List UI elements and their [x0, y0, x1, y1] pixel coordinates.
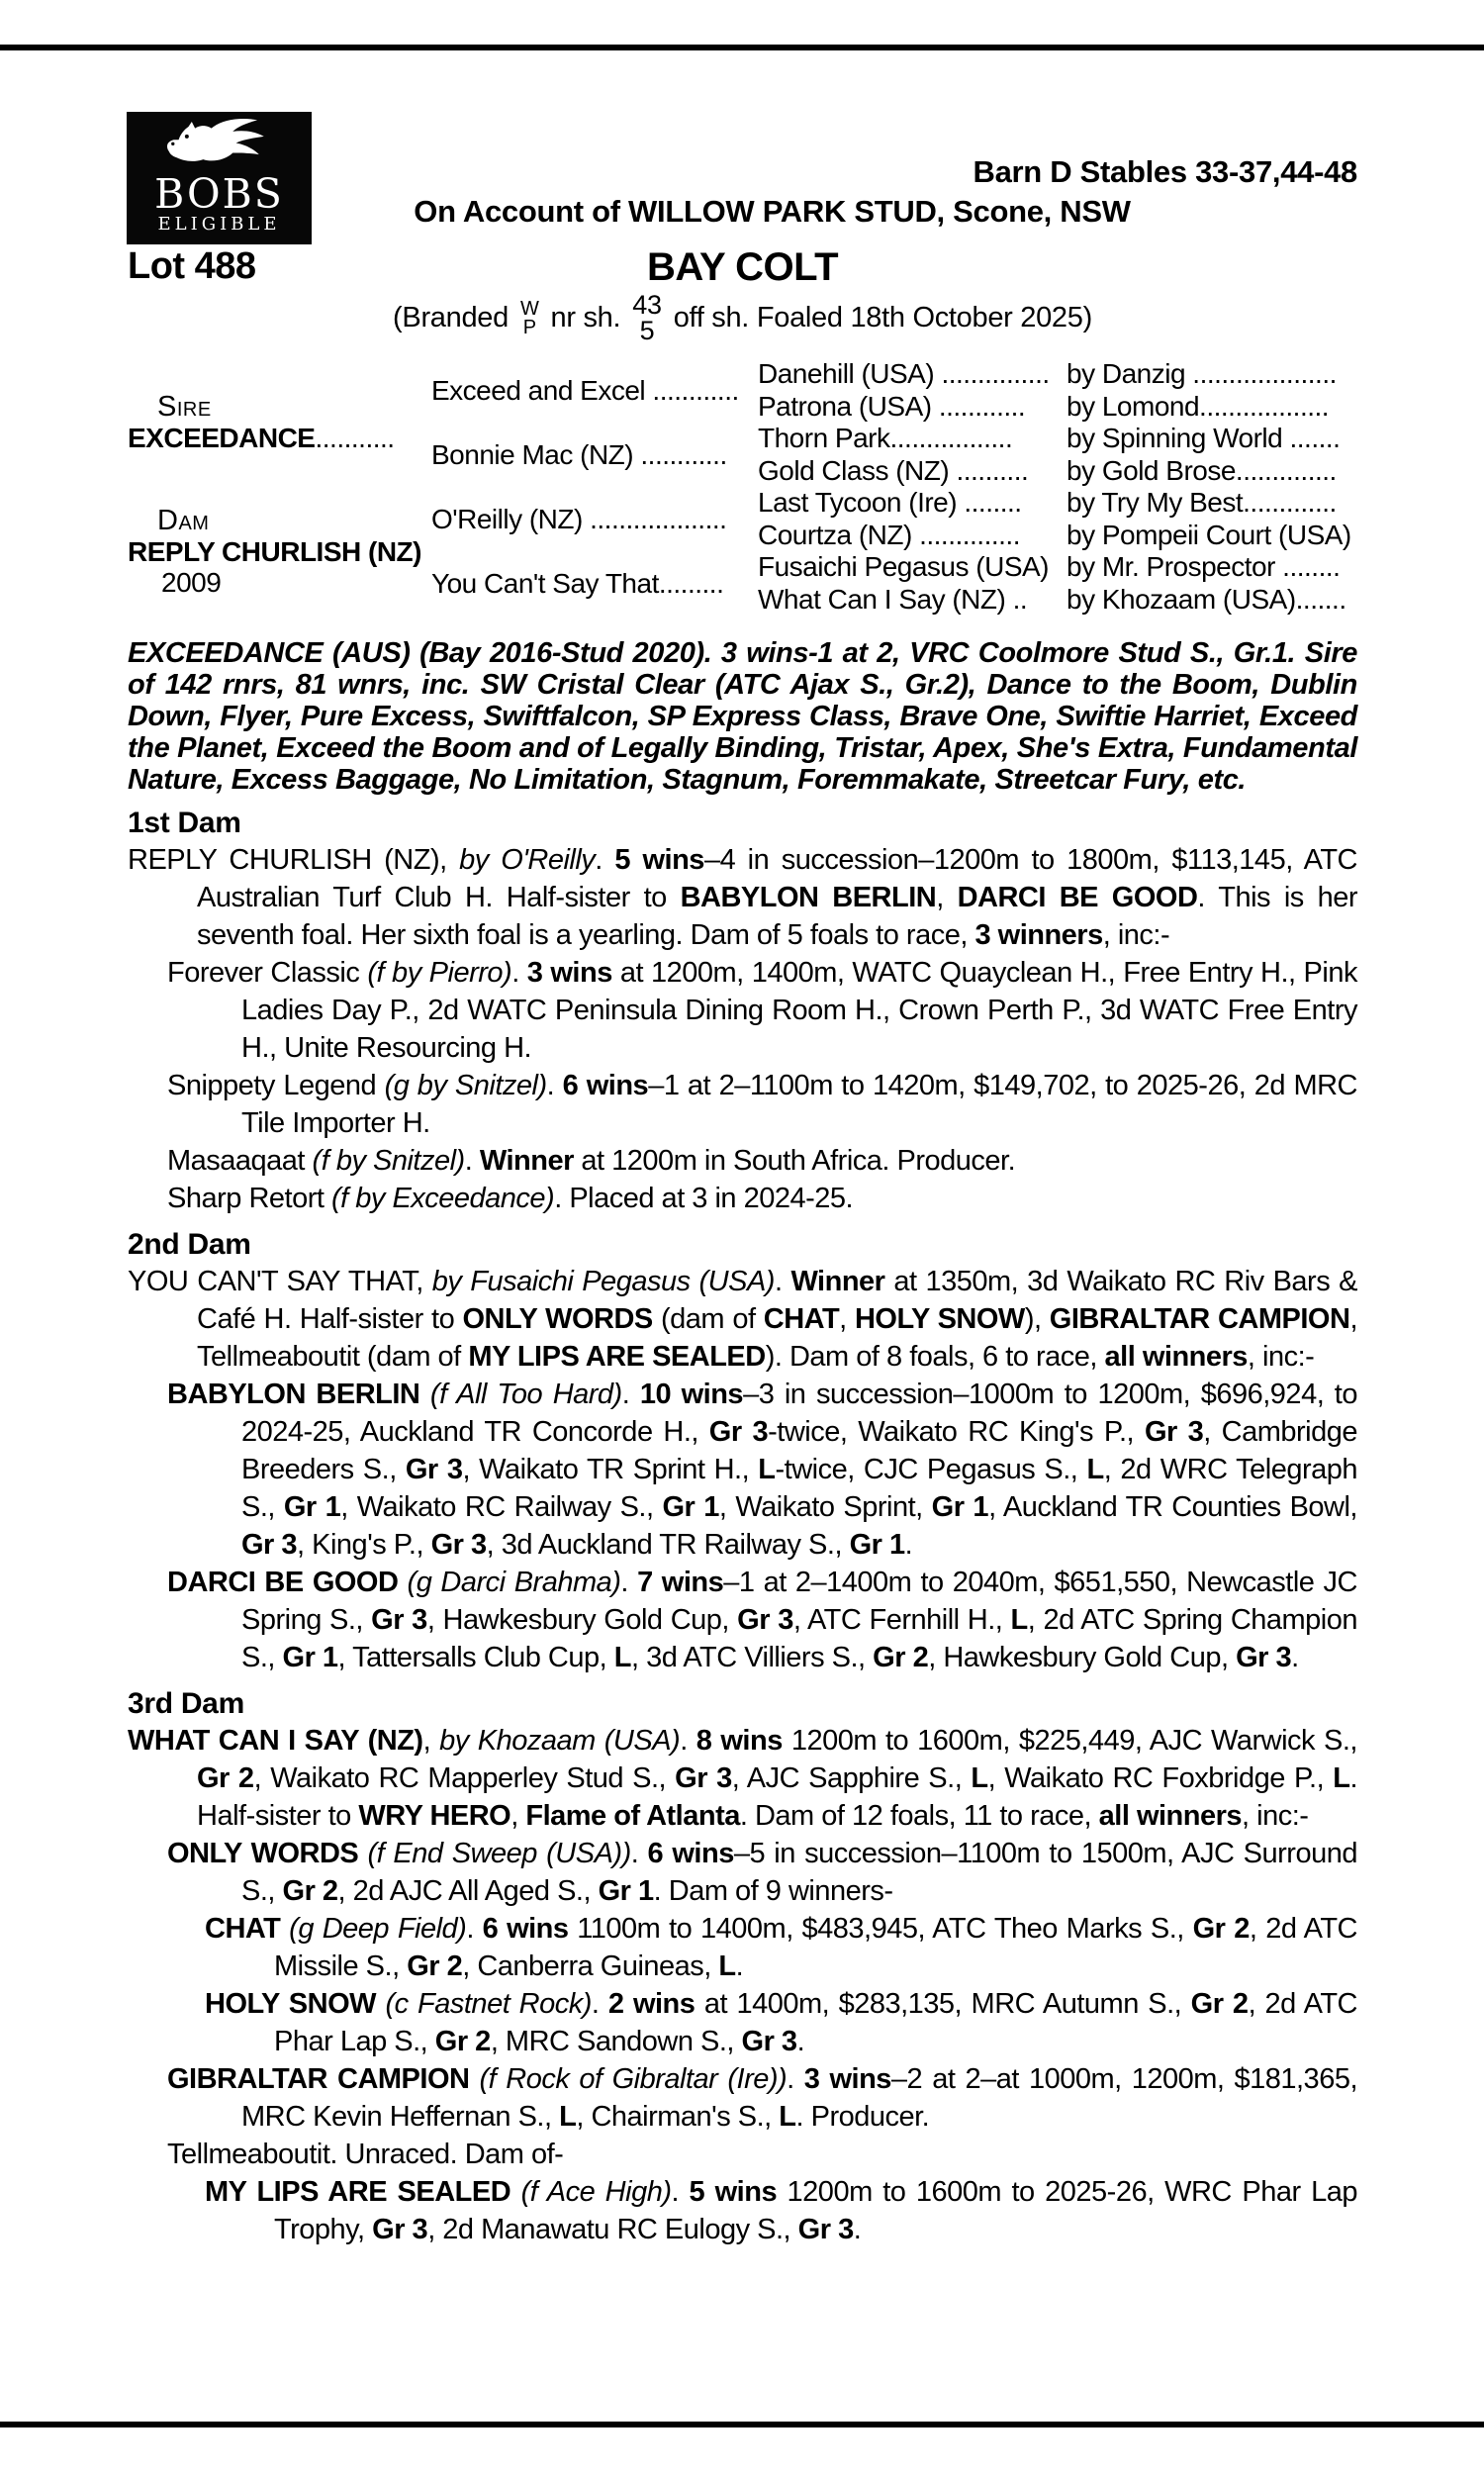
text-run: . Half-sister to	[197, 1762, 1358, 1832]
pedigree-gen3-by-4: by Try My Best.............	[1067, 487, 1337, 519]
text-run: , 3d ATC Villiers S.,	[630, 1642, 874, 1673]
vendor-line: On Account of WILLOW PARK STUD, Scone, NSW	[414, 194, 1131, 229]
text-run: L	[971, 1762, 988, 1794]
pedigree-gen3-by-3: by Gold Brose..............	[1067, 454, 1337, 486]
text-run: .	[1291, 1642, 1299, 1673]
text-run	[280, 1913, 289, 1945]
text-run: at 1350m, 3d Waikato RC Riv Bars & Café H. Half-sister to	[197, 1266, 1357, 1335]
text-run: all winners	[1098, 1800, 1243, 1832]
dam-sections	[128, 806, 1357, 2248]
text-run	[510, 2176, 520, 2208]
text-run: 3 wins	[803, 2063, 891, 2095]
catalogue-paragraph	[128, 1835, 1357, 1910]
text-run: , 2d AJC All Aged S.,	[337, 1875, 599, 1907]
section-1st-dam	[128, 806, 1357, 1217]
text-run	[398, 1567, 407, 1598]
sire-name-dots: ...........	[315, 423, 395, 453]
text-run: , Tattersalls Club Cup,	[337, 1642, 614, 1673]
text-run: L	[779, 2101, 796, 2133]
pedigree-gen3-name-3: Gold Class (NZ) ..........	[758, 454, 1029, 486]
text-run: , Hawkesbury Gold Cup,	[426, 1604, 738, 1636]
text-run: , Waikato TR Sprint H.,	[462, 1454, 759, 1485]
text-run: , Chairman's S.,	[576, 2101, 780, 2133]
branded-prefix: (Branded	[393, 302, 509, 334]
text-run: MY LIPS ARE SEALED	[468, 1341, 766, 1373]
text-run: Gr 3	[430, 1529, 487, 1561]
text-run: ONLY WORDS	[167, 1838, 359, 1869]
text-run: Snippety Legend	[167, 1070, 385, 1101]
brand-mark-top: W	[519, 297, 539, 320]
text-run: , Waikato RC Railway S.,	[340, 1491, 663, 1523]
text-run: REPLY CHURLISH (NZ),	[128, 844, 460, 876]
text-run: , inc:-	[1102, 919, 1170, 951]
text-run: at 1200m, 1400m, WATC Quayclean H., Free Entry H., Pink Ladies Day P., 2d WATC Peninsula Dining Room H., Crown Perth P., 3d WATC Free Entry H., Unite Resourcing H.	[241, 957, 1357, 1064]
text-run	[469, 2063, 479, 2095]
text-run: at 1200m in South Africa. Producer.	[573, 1145, 1016, 1177]
text-run: , AJC Sapphire S.,	[731, 1762, 972, 1794]
text-run: 1200m to 1600m to 2025-26, WRC Phar Lap Trophy,	[274, 2176, 1357, 2245]
text-run: . Dam of 12 foals, 11 to race,	[739, 1800, 1099, 1832]
catalogue-paragraph	[128, 954, 1357, 1067]
text-run: 8 wins	[696, 1725, 783, 1757]
text-run: ,	[839, 1303, 855, 1335]
text-run: DARCI BE GOOD	[957, 882, 1198, 913]
text-run: Gr 3	[737, 1604, 793, 1636]
brand-mark	[519, 297, 539, 338]
text-run: .	[466, 1913, 483, 1945]
text-run: Gr 1	[849, 1529, 905, 1561]
section-3rd-dam	[128, 1686, 1357, 2248]
text-run: -twice, CJC Pegasus S.,	[775, 1454, 1087, 1485]
sire-blurb: EXCEEDANCE (AUS) (Bay 2016-Stud 2020). 3 wins-1 at 2, VRC Coolmore Stud S., Gr.1. Sire of 142 rnrs, 81 wnrs, inc. SW Cristal Clear (ATC Ajax S., Gr.2), Dance to the Boom, Dublin Down, Flyer, Pure Excess, Swiftfalcon, SP Express Class, Brave One, Swiftie Harriet, Exceed the Planet, Exceed the Boom and of Legally Binding, Tristar, Apex, She's Extra, Fundamental Nature, Excess Baggage, No Limitation, Stagnum, Foremmakate, Streetcar Fury, etc.	[128, 637, 1357, 796]
text-run: , King's P.,	[297, 1529, 431, 1561]
pedigree-gen3-by-1: by Lomond..................	[1067, 390, 1330, 422]
pedigree-gen2-2: O'Reilly (NZ) ...................	[431, 503, 727, 534]
catalogue-paragraph	[128, 1180, 1357, 1217]
pedigree-gen2-3: You Can't Say That.........	[431, 567, 724, 599]
text-run: Forever Classic	[167, 957, 368, 989]
catalogue-paragraph	[128, 2173, 1357, 2248]
text-run: 1200m to 1600m, $225,449, AJC Warwick S.,	[782, 1725, 1357, 1757]
catalogue-paragraph	[128, 1985, 1357, 2060]
catalogue-paragraph	[128, 1722, 1357, 1835]
text-run: Masaaqaat	[167, 1145, 313, 1177]
text-run: –2 at 2–at 1000m, 1200m, $181,365, MRC Kevin Heffernan S.,	[241, 2063, 1358, 2133]
text-run: Gr 3	[372, 2214, 428, 2245]
text-run: -twice, Waikato RC King's P.,	[768, 1416, 1145, 1448]
bobs-logo-subtitle: ELIGIBLE	[157, 214, 281, 235]
text-run: (g Deep Field)	[289, 1913, 467, 1945]
text-run: MY LIPS ARE SEALED	[205, 2176, 511, 2208]
text-run: Gr 1	[282, 1642, 338, 1673]
pedigree-gen2-1: Bonnie Mac (NZ) ............	[431, 438, 727, 470]
text-run: .	[464, 1145, 480, 1177]
text-run: L	[718, 1951, 736, 1982]
text-run: .	[546, 1070, 563, 1101]
text-run: , Cambridge Breeders S.,	[241, 1416, 1358, 1485]
text-run: BABYLON BERLIN	[680, 882, 937, 913]
brand-mark-bottom: P	[522, 316, 536, 338]
text-run: Gr 1	[283, 1491, 341, 1523]
text-run: Gr 2	[197, 1762, 254, 1794]
text-run: 6 wins	[482, 1913, 569, 1945]
text-run: .	[595, 844, 615, 876]
bobs-logo-title: BOBS	[154, 170, 284, 218]
text-run: .	[853, 2214, 862, 2245]
text-run: GIBRALTAR CAMPION	[1049, 1303, 1350, 1335]
text-run: CHAT	[763, 1303, 840, 1335]
text-run: (f Rock of Gibraltar (Ire))	[479, 2063, 788, 2095]
dam-label: Dam	[157, 504, 210, 536]
pedigree-table	[128, 358, 1357, 616]
text-run: . Placed at 3 in 2024-25.	[554, 1183, 854, 1214]
text-run: 5 wins	[689, 2176, 778, 2208]
text-run: Gr 3	[1144, 1416, 1204, 1448]
sire-label: Sire	[157, 391, 212, 423]
text-run: Gr 3	[371, 1604, 427, 1636]
text-run: YOU CAN'T SAY THAT,	[128, 1266, 432, 1297]
dam-name: REPLY CHURLISH (NZ)	[128, 535, 421, 567]
text-run: , Waikato Sprint,	[718, 1491, 932, 1523]
pedigree-gen3-name-2: Thorn Park.................	[758, 423, 1013, 454]
text-run: HOLY SNOW	[205, 1988, 377, 2020]
text-run: –4 in succession–1200m to 1800m, $113,145, ATC Australian Turf Club H. Half-sister to	[197, 844, 1357, 913]
text-run: , 2d ATC Spring Champion S.,	[241, 1604, 1358, 1673]
text-run: –1 at 2–1400m to 2040m, $651,550, Newcastle JC Spring S.,	[241, 1567, 1357, 1636]
text-run: .	[904, 1529, 913, 1561]
text-run: (f End Sweep (USA))	[367, 1838, 631, 1869]
pedigree-dam-cell	[128, 487, 431, 616]
text-run: Flame of Atlanta	[525, 1800, 740, 1832]
text-run: .	[787, 2063, 804, 2095]
text-run: 10 wins	[639, 1379, 744, 1410]
text-run: Gr 2	[1190, 1988, 1249, 2020]
text-run: ,	[510, 1800, 526, 1832]
text-run: , Canberra Guineas,	[462, 1951, 719, 1982]
pedigree-gen3-name-4: Last Tycoon (Ire) ........	[758, 487, 1022, 519]
text-run: ONLY WORDS	[462, 1303, 653, 1335]
sire-name	[128, 423, 431, 453]
branded-line	[128, 290, 1357, 345]
catalogue-paragraph	[128, 841, 1357, 954]
text-run: Winner	[479, 1145, 574, 1177]
text-run: WRY HERO	[358, 1800, 511, 1832]
text-run: Gr 2	[873, 1642, 929, 1673]
text-run: Winner	[790, 1266, 885, 1297]
pedigree-gen2-0: Exceed and Excel ............	[431, 374, 739, 406]
text-run: Gr 3	[241, 1529, 298, 1561]
text-run: Gr 1	[662, 1491, 719, 1523]
text-run: (f by Pierro)	[367, 957, 512, 989]
text-run: 6 wins	[647, 1838, 734, 1869]
brand-number	[632, 290, 662, 345]
text-run: Gr 2	[282, 1875, 338, 1907]
horse-head-icon	[144, 117, 295, 174]
pedigree-gen3-by-2: by Spinning World .......	[1067, 423, 1341, 454]
text-run: 3 wins	[526, 957, 612, 989]
text-run: DARCI BE GOOD	[167, 1567, 399, 1598]
text-run: –5 in succession–1100m to 1500m, AJC Surround S.,	[241, 1838, 1357, 1907]
text-run: CHAT	[205, 1913, 281, 1945]
lot-number: Lot 488	[128, 245, 256, 287]
text-run: (g by Snitzel)	[384, 1070, 547, 1101]
text-run: by Fusaichi Pegasus (USA)	[431, 1266, 775, 1297]
pedigree-gen3-name-7: What Can I Say (NZ) ..	[758, 583, 1028, 615]
pedigree-gen3-name-5: Courtza (NZ) ..............	[758, 519, 1020, 550]
brand-number-top: 43	[632, 290, 662, 320]
pedigree-sire-cell	[128, 358, 431, 487]
pedigree-gen3-by-0: by Danzig ....................	[1067, 358, 1337, 390]
text-run: by O'Reilly	[459, 844, 596, 876]
catalogue-paragraph	[128, 1910, 1357, 1985]
text-run: (c Fastnet Rock)	[385, 1988, 592, 2020]
text-run: Gr 1	[598, 1875, 654, 1907]
text-run: –1 at 2–1100m to 1420m, $149,702, to 2025-26, 2d MRC Tile Importer H.	[241, 1070, 1357, 1139]
pedigree-gen3-name-6: Fusaichi Pegasus (USA)	[758, 551, 1050, 583]
text-run: L	[1086, 1454, 1104, 1485]
text-run: .	[796, 2026, 805, 2057]
text-run: .	[511, 957, 527, 989]
text-run: L	[1010, 1604, 1028, 1636]
text-run: L	[613, 1642, 631, 1673]
text-run: L	[1333, 1762, 1350, 1794]
text-run: , MRC Sandown S.,	[490, 2026, 742, 2057]
dam-year: 2009	[161, 566, 222, 598]
text-run: Gr 3	[1236, 1642, 1292, 1673]
text-run: at 1400m, $283,135, MRC Autumn S.,	[695, 1988, 1191, 2020]
text-run: ,	[422, 1725, 440, 1757]
text-run: . Producer.	[795, 2101, 930, 2133]
text-run: , inc:-	[1247, 1341, 1315, 1373]
text-run: BABYLON BERLIN	[167, 1379, 420, 1410]
text-run: –3 in succession–1000m to 1200m, $696,924, to 2024-25, Auckland TR Concorde H.,	[241, 1379, 1357, 1448]
text-run: (g Darci Brahma)	[407, 1567, 621, 1598]
text-run: Gr 3	[797, 2214, 854, 2245]
top-rule	[0, 45, 1484, 50]
text-run: WHAT CAN I SAY (NZ)	[128, 1725, 423, 1757]
text-run: 5 wins	[614, 844, 704, 876]
pedigree-gen3-name-0: Danehill (USA) ...............	[758, 358, 1050, 390]
section-2nd-dam	[128, 1227, 1357, 1676]
text-run: , Hawkesbury Gold Cup,	[928, 1642, 1237, 1673]
text-run: Sharp Retort	[167, 1183, 331, 1214]
near-shoulder-label: nr sh.	[550, 302, 621, 334]
text-run: ). Dam of 8 foals, 6 to race,	[765, 1341, 1105, 1373]
text-run: .	[621, 1379, 640, 1410]
text-run: , 2d Manawatu RC Eulogy S.,	[427, 2214, 798, 2245]
text-run: .	[774, 1266, 791, 1297]
text-run: , Tellmeaboutit (dam of	[197, 1303, 1357, 1373]
text-run: Gr 2	[407, 1951, 463, 1982]
text-run: . Dam of 9 winners-	[653, 1875, 893, 1907]
text-run: (f All Too Hard)	[429, 1379, 622, 1410]
text-run: (f by Snitzel)	[312, 1145, 465, 1177]
text-run: ),	[1024, 1303, 1050, 1335]
text-run: Gr 2	[1192, 1913, 1250, 1945]
catalogue-paragraph	[128, 1142, 1357, 1180]
text-run: , Waikato RC Mapperley Stud S.,	[253, 1762, 676, 1794]
pedigree-gen3-name-1: Patrona (USA) ............	[758, 390, 1026, 422]
pedigree-gen3-by-5: by Pompeii Court (USA)	[1067, 519, 1351, 550]
catalogue-paragraph	[128, 1067, 1357, 1142]
brand-number-bottom: 5	[639, 315, 655, 345]
text-run: Gr 2	[434, 2026, 491, 2057]
text-run: , 2d ATC Phar Lap S.,	[274, 1988, 1357, 2057]
section-heading: 3rd Dam	[128, 1687, 244, 1720]
text-run: .	[630, 1838, 648, 1869]
text-run: 6 wins	[562, 1070, 649, 1101]
lot-header	[128, 109, 1357, 358]
catalogue-paragraph	[128, 1564, 1357, 1676]
catalogue-paragraph	[128, 1376, 1357, 1564]
text-run: Gr 3	[405, 1454, 463, 1485]
bottom-rule	[0, 2422, 1484, 2427]
text-run: 1100m to 1400m, $483,945, ATC Theo Marks S.,	[568, 1913, 1193, 1945]
text-run: (f Ace High)	[520, 2176, 672, 2208]
text-run	[419, 1379, 430, 1410]
section-heading: 2nd Dam	[128, 1228, 251, 1261]
text-run: .	[680, 1725, 696, 1757]
text-run: (dam of	[652, 1303, 764, 1335]
text-run: all winners	[1104, 1341, 1248, 1373]
page-content	[128, 109, 1357, 2248]
text-run: 7 wins	[637, 1567, 724, 1598]
text-run: by Khozaam (USA)	[439, 1725, 681, 1757]
text-run: Gr 1	[931, 1491, 989, 1523]
text-run: ,	[936, 882, 958, 913]
text-run: L	[559, 2101, 577, 2133]
text-run: .	[591, 1988, 608, 2020]
text-run: , 2d ATC Missile S.,	[274, 1913, 1357, 1982]
text-run: , inc:-	[1242, 1800, 1309, 1832]
text-run: . This is her seventh foal. Her sixth foal is a yearling. Dam of 5 foals to race,	[197, 882, 1358, 951]
text-run: , Auckland TR Counties Bowl,	[988, 1491, 1357, 1523]
catalogue-paragraph	[128, 1263, 1357, 1376]
text-run: .	[671, 2176, 690, 2208]
text-run: , 3d Auckland TR Railway S.,	[486, 1529, 850, 1561]
text-run: HOLY SNOW	[854, 1303, 1025, 1335]
text-run: , 2d WRC Telegraph S.,	[241, 1454, 1358, 1523]
text-run: L	[758, 1454, 776, 1485]
pedigree-gen3-by-7: by Khozaam (USA).......	[1067, 583, 1346, 615]
text-run: Tellmeaboutit. Unraced. Dam of-	[167, 2139, 564, 2170]
text-run: , Waikato RC Foxbridge P.,	[987, 1762, 1334, 1794]
sire-name-text: EXCEEDANCE	[128, 423, 316, 453]
text-run: Gr 3	[741, 2026, 797, 2057]
text-run: Gr 3	[675, 1762, 732, 1794]
text-run: .	[620, 1567, 638, 1598]
section-heading: 1st Dam	[128, 807, 241, 839]
text-run: .	[735, 1951, 744, 1982]
foaled-label: off sh. Foaled 18th October 2025)	[673, 302, 1092, 334]
barn-info: Barn D Stables 33-37,44-48	[973, 154, 1357, 189]
text-run: 3 winners	[974, 919, 1103, 951]
pedigree-gen3-by-6: by Mr. Prospector ........	[1067, 551, 1341, 583]
catalogue-paragraph	[128, 2060, 1357, 2136]
text-run: (f by Exceedance)	[330, 1183, 555, 1214]
text-run: GIBRALTAR CAMPION	[167, 2063, 470, 2095]
page-title: BAY COLT	[646, 245, 839, 289]
text-run: 2 wins	[607, 1988, 696, 2020]
text-run: Gr 3	[708, 1416, 769, 1448]
text-run: , ATC Fernhill H.,	[792, 1604, 1011, 1636]
catalogue-paragraph	[128, 2136, 1357, 2173]
